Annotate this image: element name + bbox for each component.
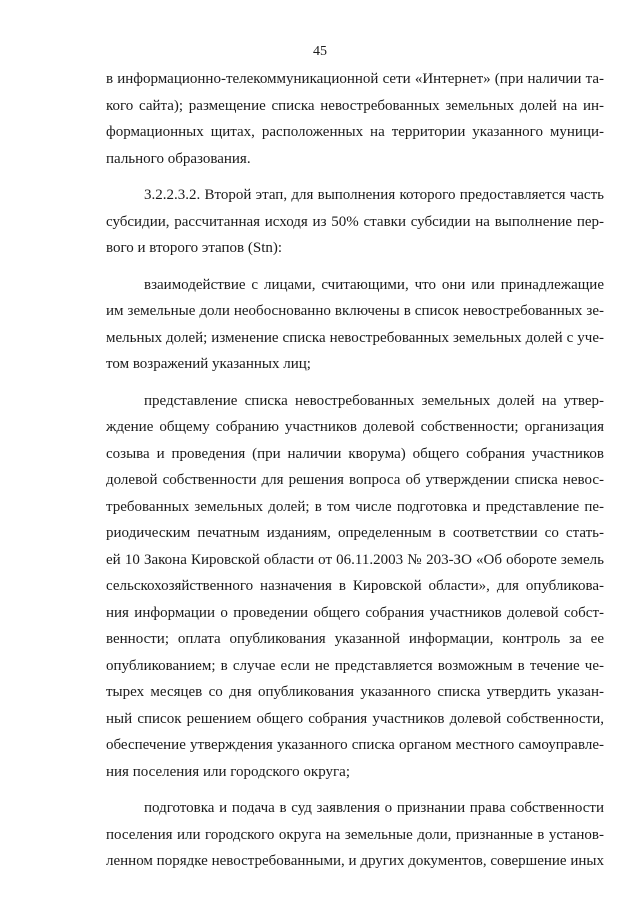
text-line: субсидии, рассчитанная исходя из 50% ставки субсидии на выполнение пер- — [106, 213, 604, 230]
paragraph — [106, 182, 604, 262]
paragraph — [106, 66, 604, 172]
text-line: формационных щитах, расположенных на территории указанного муници- — [106, 124, 604, 140]
text-line: им земельные доли необоснованно включены в список невостребованных зе- — [106, 303, 604, 319]
text-line: вого и второго этапов (Stn): — [106, 240, 283, 256]
text-line: ждение общему собранию участников долевой собственности; организация — [106, 419, 604, 435]
text-line: долевой собственности для решения вопроса об утверждении списка невос- — [106, 472, 604, 488]
text-line: взаимодействие с лицами, считающими, что они или принадлежащие — [144, 276, 604, 293]
document-body — [106, 66, 604, 885]
text-line: требованных земельных долей; в том числе подготовка и представление пе- — [106, 498, 604, 515]
text-line: ния информации о проведении общего собрания участников долевой собст- — [106, 604, 604, 621]
text-line: опубликованием; в случае если не представляется возможным в течение че- — [106, 657, 604, 674]
text-line: обеспечение утверждения указанного списка органом местного самоуправле- — [106, 737, 604, 753]
paragraph — [106, 388, 604, 786]
text-line: в информационно-телекоммуникационной сети «Интернет» (при наличии та- — [106, 71, 604, 87]
text-line: представление списка невостребованных земельных долей на утвер- — [144, 392, 604, 409]
text-line: пального образования. — [106, 150, 251, 167]
text-line: созыва и проведения (при наличии кворума) общего собрания участников — [106, 445, 604, 462]
text-line: 3.2.2.3.2. Второй этап, для выполнения которого предоставляется часть — [144, 187, 604, 203]
text-line: ей 10 Закона Кировской области от 06.11.2003 № 203-ЗО «Об обороте земель — [106, 551, 604, 568]
text-line: подготовка и подача в суд заявления о признании права собственности — [144, 800, 604, 816]
text-line: ния поселения или городского округа; — [106, 763, 350, 780]
text-line: тырех месяцев со дня опубликования указанного списка утвердить указан- — [106, 684, 604, 700]
text-line: мельных долей; изменение списка невостребованных земельных долей с уче- — [106, 329, 604, 346]
text-line: ленном порядке невостребованными, и других документов, совершение иных — [106, 853, 604, 869]
text-line: сельскохозяйственного назначения в Кировской области», для опубликова- — [106, 578, 604, 594]
text-line: риодическим печатным изданиям, определенным в соответствии со стать- — [106, 525, 604, 541]
text-line: поселения или городского округа на земельные доли, признанные в установ- — [106, 826, 604, 843]
text-line: том возражений указанных лиц; — [106, 356, 311, 372]
page-number: 45 — [313, 44, 327, 59]
text-line: ный список решением общего собрания участников долевой собственности, — [106, 710, 604, 727]
text-line: кого сайта); размещение списка невостребованных земельных долей на ин- — [106, 97, 604, 114]
text-line: венности; оплата опубликования указанной информации, контроль за ее — [106, 631, 604, 647]
paragraph — [106, 795, 604, 875]
paragraph — [106, 272, 604, 378]
